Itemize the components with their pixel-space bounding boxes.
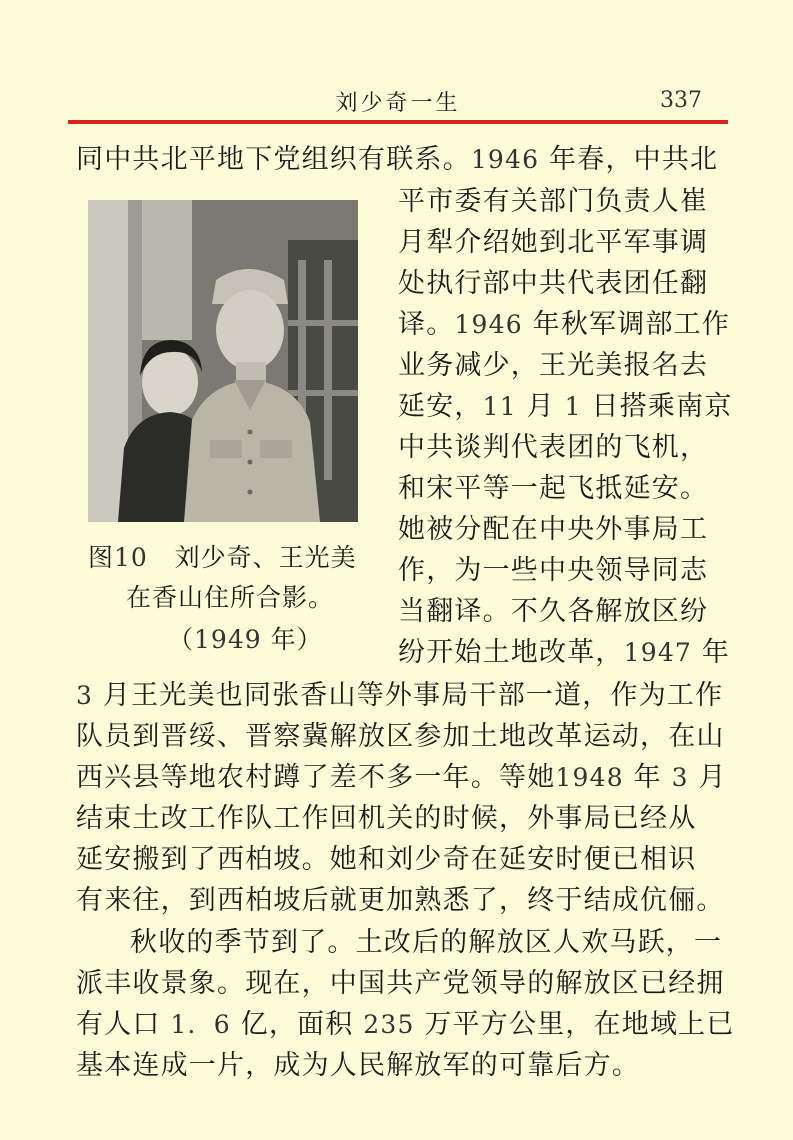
body-line: 和宋平等一起飞抵延安。 — [398, 473, 709, 504]
body-line: 派丰收景象。现在，中国共产党领导的解放区已经拥 — [76, 968, 725, 999]
body-line: 纷开始土地改革，1947 年 — [398, 637, 731, 668]
body-line: 处执行部中共代表团任翻 — [398, 268, 709, 299]
body-line: 队员到晋绥、晋察冀解放区参加土地改革运动，在山 — [76, 721, 725, 752]
body-line: 她被分配在中央外事局工 — [398, 514, 709, 545]
figure-photo — [88, 200, 358, 522]
figure-caption-line2: 在香山住所合影。 — [126, 583, 335, 612]
body-line: 3 月王光美也同张香山等外事局干部一道，作为工作 — [76, 680, 724, 711]
body-line: 同中共北平地下党组织有联系。1946 年春，中共北 — [76, 144, 719, 175]
figure-label: 图 — [88, 543, 115, 572]
figure-number: 10 — [114, 543, 148, 572]
page-number: 337 — [660, 88, 702, 113]
running-title: 刘少奇一生 — [335, 91, 461, 116]
body-line: 基本连成一片，成为人民解放军的可靠后方。 — [76, 1050, 640, 1081]
body-line: 结束土改工作队工作回机关的时候，外事局已经从 — [76, 803, 697, 834]
body-line: 业务减少，王光美报名去 — [398, 350, 709, 381]
body-line: 译。1946 年秋军调部工作 — [398, 309, 731, 340]
body-line: 当翻译。不久各解放区纷 — [398, 596, 709, 627]
body-line: 月犁介绍她到北平军事调 — [398, 227, 709, 258]
body-line: 有来往，到西柏坡后就更加熟悉了，终于结成伉俪。 — [76, 885, 725, 916]
body-line: 延安，11 月 1 日搭乘南京 — [398, 391, 733, 422]
body-line: 秋收的季节到了。土改后的解放区人欢马跃，一 — [130, 927, 723, 958]
header-rule — [68, 120, 728, 124]
figure-caption-line1: 图10 刘少奇、王光美 — [88, 543, 357, 572]
body-line: 中共谈判代表团的飞机， — [398, 432, 709, 463]
body-line: 有人口 1．6 亿，面积 235 万平方公里，在地域上已 — [76, 1009, 735, 1040]
body-line: 延安搬到了西柏坡。她和刘少奇在延安时便已相识 — [76, 844, 697, 875]
body-line: 作，为一些中央领导同志 — [398, 555, 709, 586]
body-line: 西兴县等地农村蹲了差不多一年。等她1948 年 3 月 — [76, 762, 727, 793]
figure-caption-year: （1949 年） — [168, 625, 323, 654]
body-line: 平市委有关部门负责人崔 — [398, 186, 709, 217]
